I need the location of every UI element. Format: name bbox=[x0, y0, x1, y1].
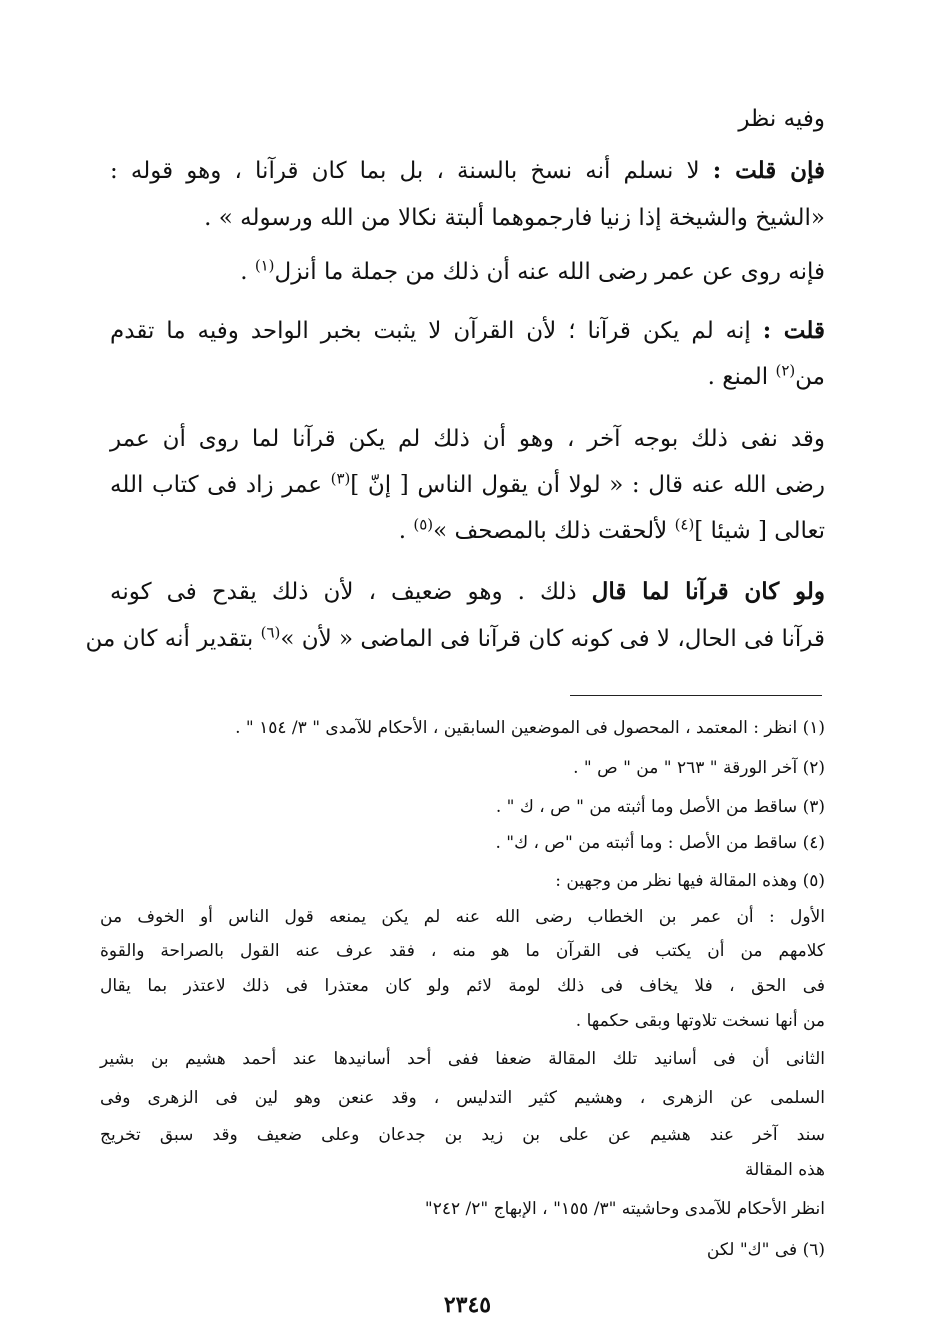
footnote-text: الثانى أن فى أسانيد تلك المقالة ضعفا ففى أحد أسانيدها عند أحمد هشيم بن بشير bbox=[100, 1049, 825, 1069]
footnote-5-line bbox=[100, 1199, 825, 1219]
text: وقد نفى ذلك بوجه آخر ، وهو أن ذلك لم يكن قرآنا لما روى أن عمر bbox=[110, 426, 825, 452]
body-line-7 bbox=[110, 426, 825, 452]
footnote-text: (٦) فى "ك" لكن bbox=[706, 1240, 825, 1260]
footnote-5-line bbox=[100, 1011, 825, 1031]
footnote-text: كلامهم من أن يكتب فى القرآن ما هو منه ، فقد عرف عنه القول بالصراحة والقوة bbox=[100, 941, 825, 961]
footnote-text: سند آخر عند هشيم عن على بن زيد بن جدعان وعلى ضعيف وقد سبق تخريج bbox=[100, 1125, 825, 1145]
footnote-separator bbox=[570, 695, 822, 696]
footnote-text: (٢) آخر الورقة " ٢٦٣ " من " ص " . bbox=[573, 758, 825, 778]
footnote-text: (١) انظر : المعتمد ، المحصول فى الموضعين السابقين ، الأحكام للآمدى " ٣/ ١٥٤ " . bbox=[235, 718, 825, 738]
lead-phrase: قلت : bbox=[762, 317, 825, 344]
footnote-5-line bbox=[100, 941, 825, 961]
footnote-text: هذه المقالة bbox=[744, 1160, 825, 1180]
text: وفيه نظر bbox=[738, 106, 825, 132]
body-line-10 bbox=[110, 578, 825, 605]
body-line-1 bbox=[110, 106, 825, 132]
text: فإنه روى عن عمر رضى الله عنه أن ذلك من جملة ما أنزل bbox=[274, 259, 825, 285]
footnote-text: انظر الأحكام للآمدى وحاشيته "٣/ ١٥٥" ، الإبهاج "٢/ ٢٤٢" bbox=[424, 1199, 825, 1219]
footnote-ref: (٣) bbox=[330, 469, 351, 488]
footnote-6 bbox=[100, 1240, 825, 1260]
text: . bbox=[240, 259, 255, 285]
body-line-2 bbox=[110, 157, 825, 184]
text: تعالى [ شيئا ] bbox=[694, 518, 825, 544]
footnote-1 bbox=[100, 718, 825, 738]
footnote-text: السلمى عن الزهرى ، وهشيم كثير التدليس ، وقد عنعن وهو لين فى الزهرى وفى bbox=[100, 1088, 825, 1108]
body-line-3 bbox=[110, 205, 825, 231]
text: من bbox=[795, 364, 825, 390]
text: عمر زاد فى كتاب الله bbox=[110, 472, 331, 498]
text: «الشيخ والشيخة إذا زنيا فارجموهما ألبتة نكالا من الله ورسوله » . bbox=[204, 205, 825, 231]
text: لألحقت ذلك بالمصحف » bbox=[433, 518, 675, 544]
body-line-6 bbox=[110, 361, 825, 390]
footnote-5-line bbox=[100, 1160, 825, 1180]
footnote-5-line bbox=[100, 976, 825, 996]
footnote-5-line bbox=[100, 1049, 825, 1069]
text: لا نسلم أنه نسخ بالسنة ، بل بما كان قرآنا ، وهو قوله : bbox=[110, 158, 700, 184]
text: ذلك . وهو ضعيف ، لأن ذلك يقدح فى كونه bbox=[110, 579, 592, 605]
body-line-4 bbox=[110, 256, 825, 285]
text: قرآنا فى الحال، لا فى كونه كان قرآنا فى الماضى « لأن » bbox=[280, 626, 825, 652]
footnote-text: فى الحق ، فلا يخاف فى ذلك لومة لائم ولو كان معتذرا فى ذلك لاعتذر بما يقال bbox=[100, 976, 825, 996]
text: المنع . bbox=[707, 364, 776, 390]
footnote-3 bbox=[100, 797, 825, 817]
lead-phrase: ولو كان قرآنا لما قال bbox=[591, 578, 826, 605]
footnote-ref: (٥) bbox=[413, 515, 434, 534]
body-line-9 bbox=[110, 515, 825, 544]
footnote-4 bbox=[100, 833, 825, 853]
footnote-2 bbox=[100, 758, 825, 778]
body-line-11 bbox=[85, 623, 825, 652]
footnote-text: الأول : أن عمر بن الخطاب رضى الله عنه لم يكن يمنعه قول الناس أو الخوف من bbox=[100, 907, 825, 927]
footnote-5 bbox=[100, 871, 825, 891]
footnote-text: (٥) وهذه المقالة فيها نظر من وجهين : bbox=[555, 871, 825, 891]
text: رضى الله عنه قال : « لولا أن يقول الناس [ إنّ ] bbox=[350, 472, 825, 498]
footnote-text: من أنها نسخت تلاوتها وبقى حكمها . bbox=[575, 1011, 825, 1031]
text: إنه لم يكن قرآنا ؛ لأن القرآن لا يثبت بخبر الواحد وفيه ما تقدم bbox=[110, 318, 751, 344]
body-line-5 bbox=[110, 317, 825, 344]
body-line-8 bbox=[110, 469, 825, 498]
lead-phrase: فإن قلت : bbox=[712, 157, 826, 184]
footnote-text: (٤) ساقط من الأصل : وما أثبته من "ص ، ك" . bbox=[495, 833, 825, 853]
footnote-5-line bbox=[100, 1125, 825, 1145]
footnote-text: (٣) ساقط من الأصل وما أثبته من " ص ، ك " . bbox=[495, 797, 825, 817]
footnote-ref: (٢) bbox=[775, 361, 796, 380]
page-number: ٢٣٤٥ bbox=[443, 1292, 492, 1318]
footnote-ref: (١) bbox=[254, 256, 275, 275]
footnote-5-line bbox=[100, 907, 825, 927]
footnote-ref: (٦) bbox=[260, 623, 281, 642]
text: بتقدير أنه كان من bbox=[85, 626, 261, 652]
text: . bbox=[398, 518, 414, 544]
footnote-5-line bbox=[100, 1088, 825, 1108]
footnote-ref: (٤) bbox=[674, 515, 695, 534]
